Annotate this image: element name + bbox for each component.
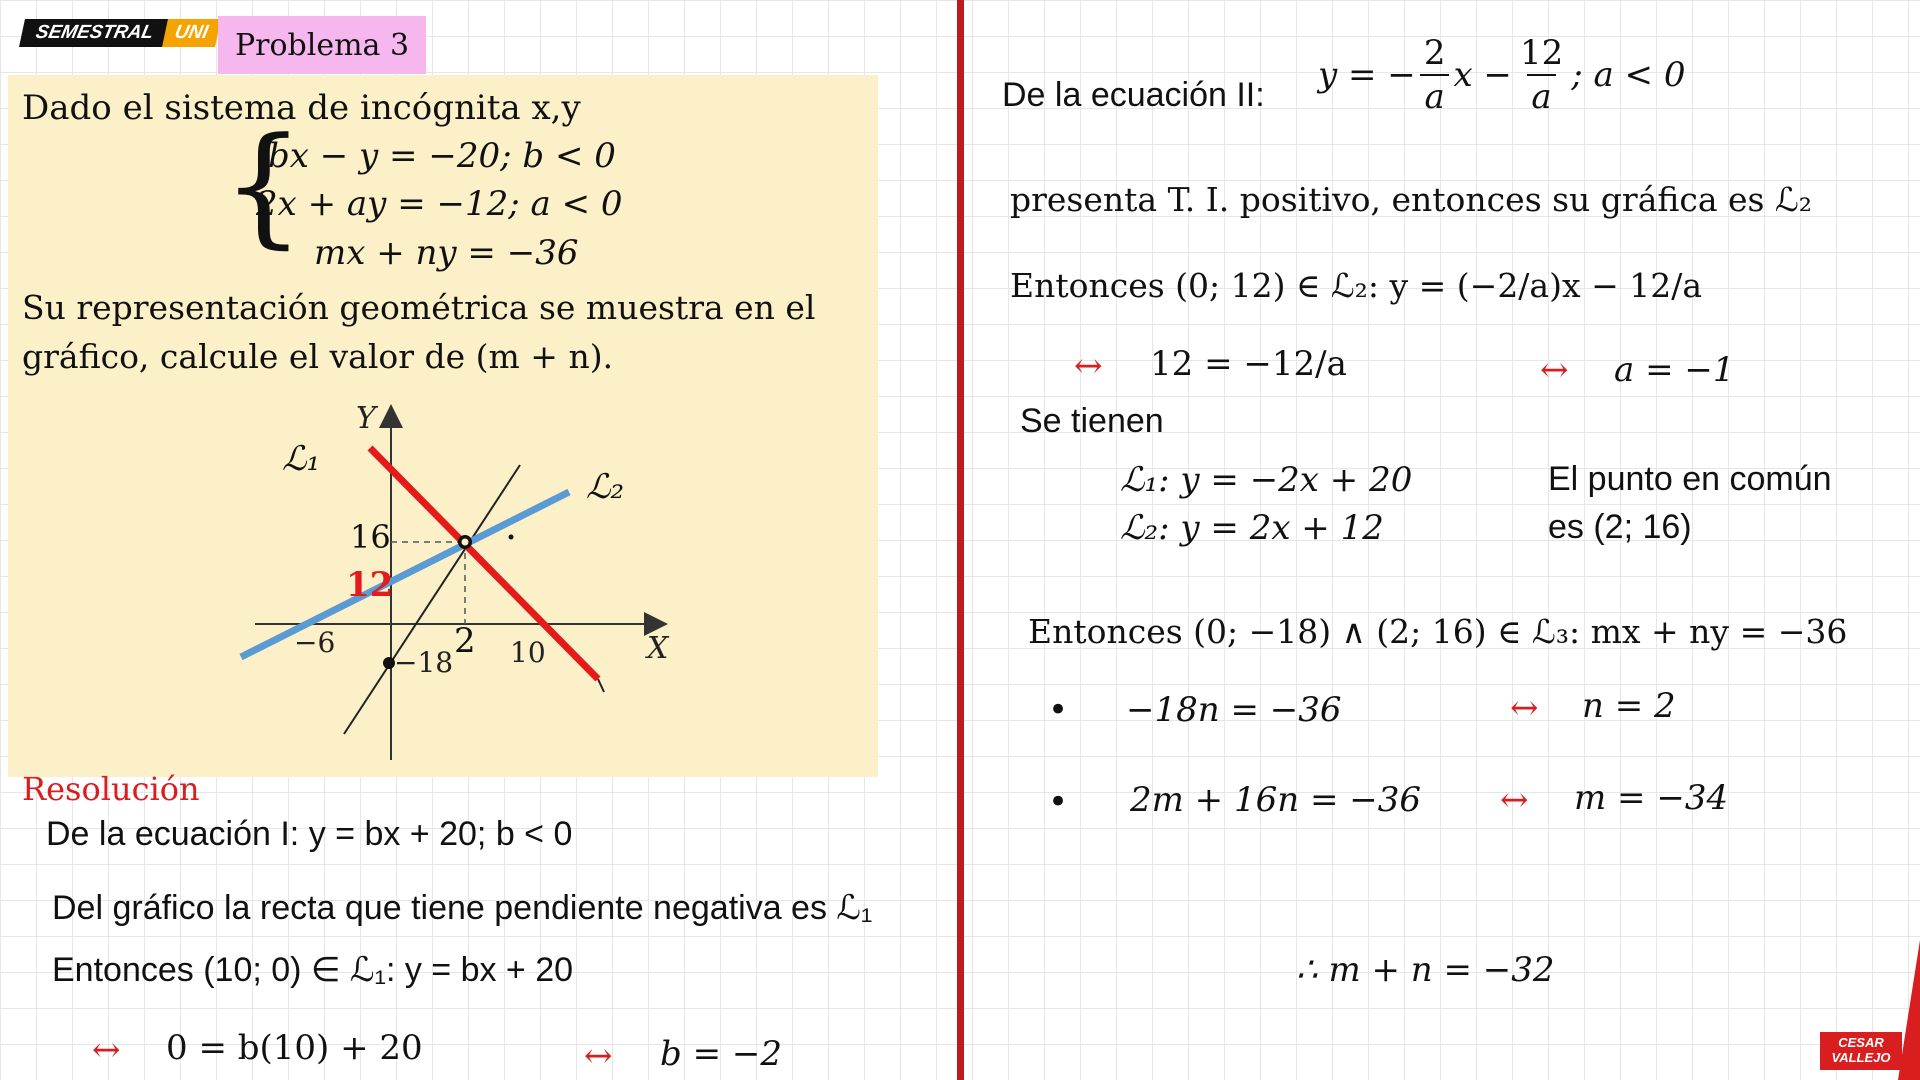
final-result: ∴ m + n = −32 bbox=[1296, 950, 1555, 990]
line-1 bbox=[370, 448, 598, 679]
stray-dot bbox=[509, 535, 514, 540]
arrow-b2: ↔ bbox=[584, 1036, 613, 1076]
problem-question-2: gráfico, calcule el valor de (m + n). bbox=[22, 337, 614, 376]
column-divider bbox=[957, 0, 964, 1080]
common-point-1: El punto en común bbox=[1548, 460, 1832, 498]
system-eq1: bx − y = −20; b < 0 bbox=[268, 136, 616, 176]
bullet-2-res: m = −34 bbox=[1574, 778, 1729, 818]
tick-neg18: −18 bbox=[394, 646, 454, 679]
system-eq3: mx + ny = −36 bbox=[314, 233, 579, 273]
line-1-label: ℒ₁ bbox=[282, 439, 321, 479]
resolution-line1: De la ecuación I: y = bx + 20; b < 0 bbox=[46, 815, 573, 853]
resolution-step1: 0 = b(10) + 20 bbox=[166, 1028, 423, 1068]
system-brace: { bbox=[222, 109, 305, 261]
eq2-num1: 2 bbox=[1423, 33, 1446, 73]
line-2 bbox=[241, 492, 569, 657]
common-point-2: es (2; 16) bbox=[1548, 508, 1692, 546]
arrow-m: ↔ bbox=[1500, 780, 1529, 820]
resolution-step2: b = −2 bbox=[660, 1034, 782, 1074]
x-axis-label: X bbox=[647, 631, 669, 666]
hand-2: 2 bbox=[454, 621, 476, 661]
eq2-expression bbox=[1318, 33, 1686, 117]
tick-neg6: −6 bbox=[294, 626, 336, 659]
eq2-prefix: De la ecuación II: bbox=[1002, 76, 1265, 114]
l2-equation: ℒ₂: y = 2x + 12 bbox=[1120, 508, 1384, 548]
then-line-1: Entonces (0; 12) ∈ ℒ₂: y = (−2/a)x − 12/a bbox=[1010, 266, 1703, 305]
logo-line-2: VALLEJO bbox=[1831, 1050, 1891, 1065]
eq2-mid: x − bbox=[1453, 55, 1512, 95]
eq2-num2: 12 bbox=[1519, 33, 1564, 73]
arrow-a2: ↔ bbox=[1540, 350, 1569, 390]
eq2-den1: a bbox=[1420, 74, 1448, 114]
step-a2: a = −1 bbox=[1614, 350, 1735, 390]
eq2-y: y = − bbox=[1318, 55, 1416, 95]
resolution-line3: Entonces (10; 0) ∈ ℒ₁: y = bx + 20 bbox=[52, 951, 574, 989]
bullet-1-eq: −18n = −36 bbox=[1126, 690, 1342, 730]
bullet-1-res: n = 2 bbox=[1582, 686, 1676, 726]
arrow-a1: ↔ bbox=[1074, 346, 1103, 386]
problem-question-1: Su representación geométrica se muestra en el bbox=[22, 288, 816, 327]
tick-10: 10 bbox=[510, 636, 546, 669]
line-1-tail bbox=[598, 679, 604, 692]
line-2-label: ℒ₂ bbox=[586, 467, 625, 507]
positive-line: presenta T. I. positivo, entonces su gráfica es ℒ₂ bbox=[1010, 180, 1812, 219]
arrow-n: ↔ bbox=[1510, 688, 1539, 728]
then-line-2: Entonces (0; −18) ∧ (2; 16) ∈ ℒ₃: mx + ny = −36 bbox=[1028, 612, 1848, 651]
se-tienen: Se tienen bbox=[1020, 402, 1164, 440]
cesar-vallejo-logo bbox=[1820, 1032, 1902, 1070]
l1-equation: ℒ₁: y = −2x + 20 bbox=[1120, 460, 1413, 500]
brand-semestral: SEMESTRAL bbox=[19, 19, 170, 47]
system-eq2: 2x + ay = −12; a < 0 bbox=[256, 184, 623, 224]
resolution-line2: Del gráfico la recta que tiene pendiente negativa es ℒ₁ bbox=[52, 889, 873, 927]
eq2-frac1 bbox=[1420, 33, 1450, 117]
coordinate-graph bbox=[0, 0, 960, 780]
problem-tag: Problema 3 bbox=[218, 16, 426, 74]
bullet-2: • bbox=[1048, 782, 1069, 822]
bullet-2-eq: 2m + 16n = −36 bbox=[1130, 780, 1421, 820]
y-axis-label: Y bbox=[356, 401, 376, 436]
step-a1: 12 = −12/a bbox=[1150, 344, 1347, 384]
resolution-title: Resolución bbox=[22, 770, 200, 808]
intersection-point-inner bbox=[462, 539, 469, 546]
tick-12: 12 bbox=[346, 565, 394, 605]
brand-uni: UNI bbox=[162, 19, 221, 47]
logo-line-1: CESAR bbox=[1838, 1035, 1884, 1050]
eq2-den2: a bbox=[1527, 74, 1555, 114]
problem-intro: Dado el sistema de incógnita x,y bbox=[22, 88, 581, 128]
arrow-b1: ↔ bbox=[92, 1030, 121, 1070]
hand-16: 16 bbox=[350, 518, 391, 556]
eq2-tail: ; a < 0 bbox=[1571, 55, 1686, 95]
bullet-1: • bbox=[1048, 690, 1069, 730]
eq2-frac2 bbox=[1516, 33, 1567, 117]
